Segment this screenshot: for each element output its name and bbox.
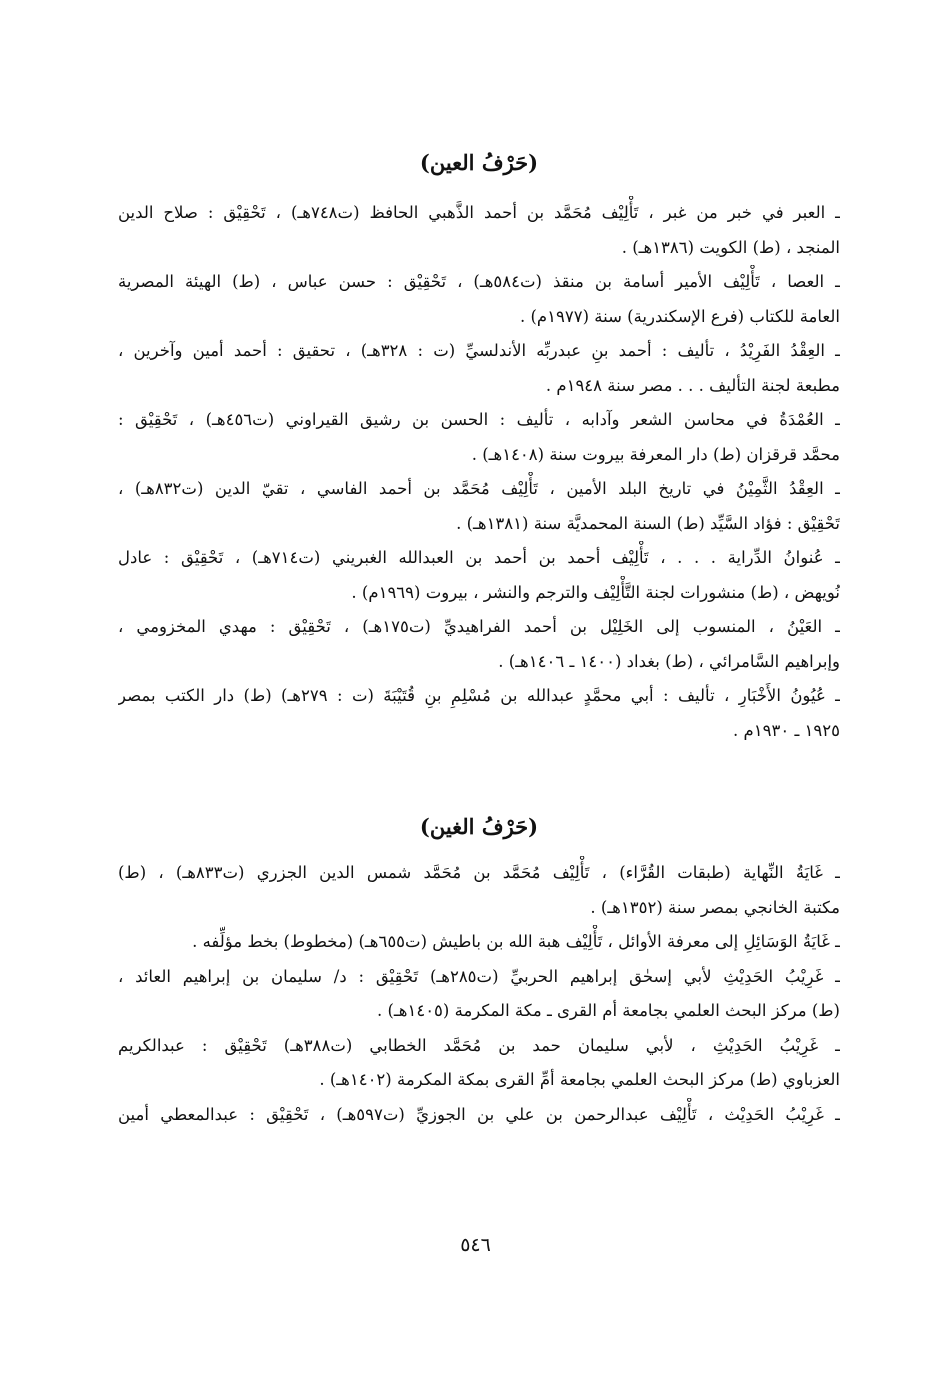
entry-line: ـ غَرِيْبُ الحَدِيْث ، تَأْلِيْف عبدالرحمن بن علي بن الجوزيِّ (ت٥٩٧هـ) ، تَحْقِيْق : عبدالمعطي أمين (118, 1104, 840, 1124)
entry-line: ـ العُمْدَةُ في محاسن الشعر وآدابه ، تأليف : الحسن بن رشيق القيراوني (ت٤٥٦هـ) ، تَحْقِيْق : (118, 410, 840, 429)
bibliography-entry (118, 472, 840, 541)
section-heading-ain: (حَرْفُ العين) (419, 150, 539, 175)
entry-line: (ط) مركز البحث العلمي بجامعة أم القرى ـ مكة المكرمة (١٤٠٥هـ) . (377, 1001, 840, 1020)
entry-line: ـ العَيْنُ ، المنسوب إلى الخَلِيْل بن أحمد الفراهيديِّ (ت١٧٥هـ) ، تَحْقِيْق : مهدي المخزومي ، (118, 617, 840, 636)
section-entries-ain (118, 196, 840, 748)
bibliography-entry (118, 1029, 840, 1098)
bibliography-entry (118, 856, 840, 925)
bibliography-entry (118, 610, 840, 679)
entry-line: ـ العبر في خبر من غبر ، تَأْلِيْف مُحَمَّد بن أحمد الذَّهبي الحافظ (ت٧٤٨هـ) ، تَحْقِيْق : صلاح الدين (118, 203, 840, 222)
entry-line: المنجد ، (ط) الكويت (١٣٨٦هـ) . (621, 237, 840, 257)
bibliography-entry (118, 541, 840, 610)
entry-line: العزباوي (ط) مركز البحث العلمي بجامعة أمِّ القرى بمكة المكرمة (١٤٠٢هـ) . (319, 1070, 840, 1089)
section-heading-ghain: (حَرْفُ الغين) (419, 814, 539, 839)
entry-line: العامة للكتاب (فرع الإسكندرية) سنة (١٩٧٧م) . (519, 306, 840, 326)
bibliography-entry (118, 679, 840, 748)
entry-line: مكتبة الخانجي بمصر سنة (١٣٥٢هـ) . (590, 897, 840, 917)
entry-line: ١٩٢٥ ـ ١٩٣٠م . (733, 720, 840, 740)
bibliography-entry (118, 403, 840, 472)
page-number: ٥٤٦ (460, 1234, 491, 1256)
entry-line: ـ العِقْدُ الفَرِيْدُ ، تأليف : أحمد بنِ عبدربِّه الأندلسيِّ (ت : ٣٢٨هـ) ، تحقيق : أحمد أمين وآخرين ، (118, 341, 840, 360)
entry-line: ـ العصا ، تَأْلِيْف الأمير أسامة بن منقذ (ت٥٨٤هـ) ، تَحْقِيْق : حسن عباس ، (ط) الهيئة المصرية (118, 272, 840, 291)
entry-line: ـ عُيُونُ الأَخْبَارِ ، تأليف : أبي محمَّدٍ عبدالله بن مُسْلِمِ بنِ قُتَيْبَةَ (ت : ٢٧٩هـ) (ط) دار الكتب بمصر (118, 686, 840, 705)
bibliography-entry (118, 334, 840, 403)
entry-line: ـ غَايَةُ الوَسَائِلِ إلى معرفة الأوائل ، تَأْلِيْف هبة الله بن باطيش (ت٦٥٥هـ) (مخطوط) بخط مؤلِّفه . (192, 932, 840, 951)
entry-line: وإبراهيم السَّامرائي ، (ط) بغداد (١٤٠٠ ـ ١٤٠٦هـ) . (498, 651, 840, 671)
section-entries-ghain (118, 856, 840, 1132)
entry-line: ـ غَرِيْبُ الحَدِيْثِ لأبي إسحٰق إبراهيم الحربيِّ (ت٢٨٥هـ) تَحْقِيْق : د/ سليمان بن إبراهيم العائد ، (118, 966, 840, 986)
entry-line: ـ العِقْدُ الثَّمِيْنُ في تاريخ البلد الأمين ، تَأْلِيْف مُحَمَّد بن أحمد الفاسي ، تقيّ الدين (ت٨٣٢هـ) ، (118, 479, 840, 498)
bibliography-entry (118, 1098, 840, 1133)
entry-line: ـ غَرِيْبُ الحَدِيْثِ ، لأبي سليمان حمد بن مُحَمَّد الخطابي (ت٣٨٨هـ) تَحْقِيْق : عبدالكريم (118, 1035, 840, 1055)
bibliography-entry (118, 960, 840, 1029)
entry-line: نُويهض ، (ط) منشورات لجنة التَّأْلِيْف والترجم والنشر ، بيروت (١٩٦٩م) . (351, 582, 840, 602)
entry-line: مطبعة لجنة التأليف . . . مصر سنة ١٩٤٨م . (545, 375, 840, 395)
bibliography-entry (118, 925, 840, 960)
entry-line: محمَّد قرقزان (ط) دار المعرفة بيروت سنة (١٤٠٨هـ) . (471, 444, 840, 464)
entry-line: ـ غَايَةُ النِّهاية (طبقات القُرَّاء) ، تَأْلِيْف مُحَمَّد بن مُحَمَّد شمس الدين الجزري (ت٨٣٣هـ) ، (ط) (118, 863, 840, 882)
entry-line: تَحْقِيْق : فؤاد السَّيِّد (ط) السنة المحمديَّة سنة (١٣٨١هـ) . (456, 513, 840, 533)
bibliography-entry (118, 196, 840, 265)
entry-line: ـ عُنوانُ الدِّراية . . . ، تَأْلِيْف أحمد بن أحمد بن العبدالله الغبريني (ت٧١٤هـ) ، تَحْقِيْق : عادل (118, 548, 840, 567)
bibliography-entry (118, 265, 840, 334)
